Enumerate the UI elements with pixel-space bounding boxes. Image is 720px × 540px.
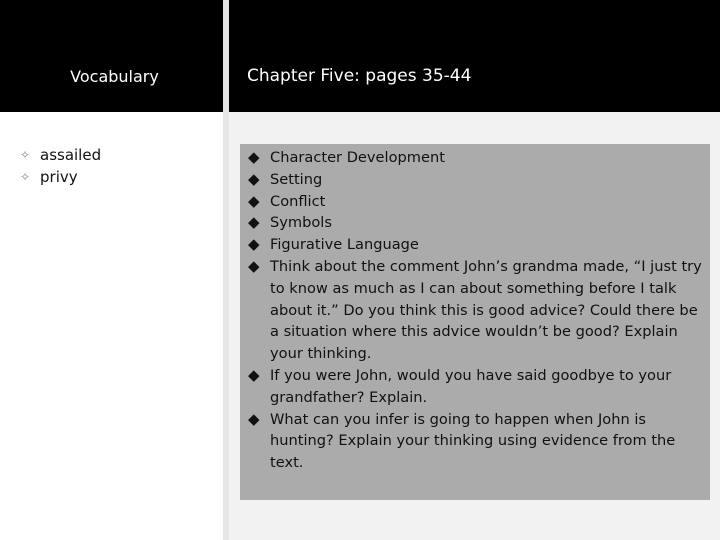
- discussion-text: Setting: [270, 170, 323, 188]
- discussion-list: [248, 147, 708, 474]
- sparkle-bullet-icon: ✧: [20, 170, 31, 184]
- diamond-bullet-icon: ◆: [248, 235, 260, 254]
- vocabulary-word: assailed: [40, 146, 102, 164]
- discussion-item: [248, 365, 708, 409]
- discussion-item: [248, 234, 708, 256]
- discussion-text: Figurative Language: [270, 236, 419, 254]
- sparkle-bullet-icon: ✧: [20, 148, 31, 162]
- discussion-text: Character Development: [270, 149, 445, 166]
- chapter-title: Chapter Five: pages 35-44: [247, 66, 472, 86]
- discussion-item: [248, 147, 708, 169]
- diamond-bullet-icon: ◆: [248, 409, 260, 428]
- discussion-text: What can you infer is going to happen when John is hunting? Explain your thinking using evidence from the text.: [270, 410, 676, 472]
- diamond-bullet-icon: ◆: [248, 365, 260, 384]
- vocabulary-item: [20, 166, 101, 188]
- diamond-bullet-icon: ◆: [248, 213, 260, 232]
- discussion-item: [248, 212, 708, 234]
- discussion-item: [248, 169, 708, 191]
- diamond-bullet-icon: ◆: [248, 169, 260, 188]
- diamond-bullet-icon: ◆: [248, 148, 260, 166]
- vocabulary-title: Vocabulary: [70, 67, 159, 86]
- discussion-text: Conflict: [270, 192, 326, 210]
- vocabulary-word: privy: [40, 168, 78, 186]
- discussion-text: Symbols: [270, 214, 332, 232]
- discussion-text: Think about the comment John’s grandma made, “I just try to know as much as I can about something before I talk about it.” Do you think this is good advice? Could there be a situation where this advice wouldn’t be good? Explain your thinking.: [270, 257, 702, 363]
- discussion-item: [248, 191, 708, 213]
- left-header: [0, 0, 223, 112]
- diamond-bullet-icon: ◆: [248, 191, 260, 210]
- discussion-text: If you were John, would you have said goodbye to your grandfather? Explain.: [270, 366, 672, 406]
- diamond-bullet-icon: ◆: [248, 256, 260, 275]
- vocabulary-list: [20, 144, 101, 188]
- discussion-item: [248, 256, 708, 365]
- right-header: [229, 0, 720, 112]
- vocabulary-item: [20, 144, 101, 166]
- discussion-item: [248, 409, 708, 474]
